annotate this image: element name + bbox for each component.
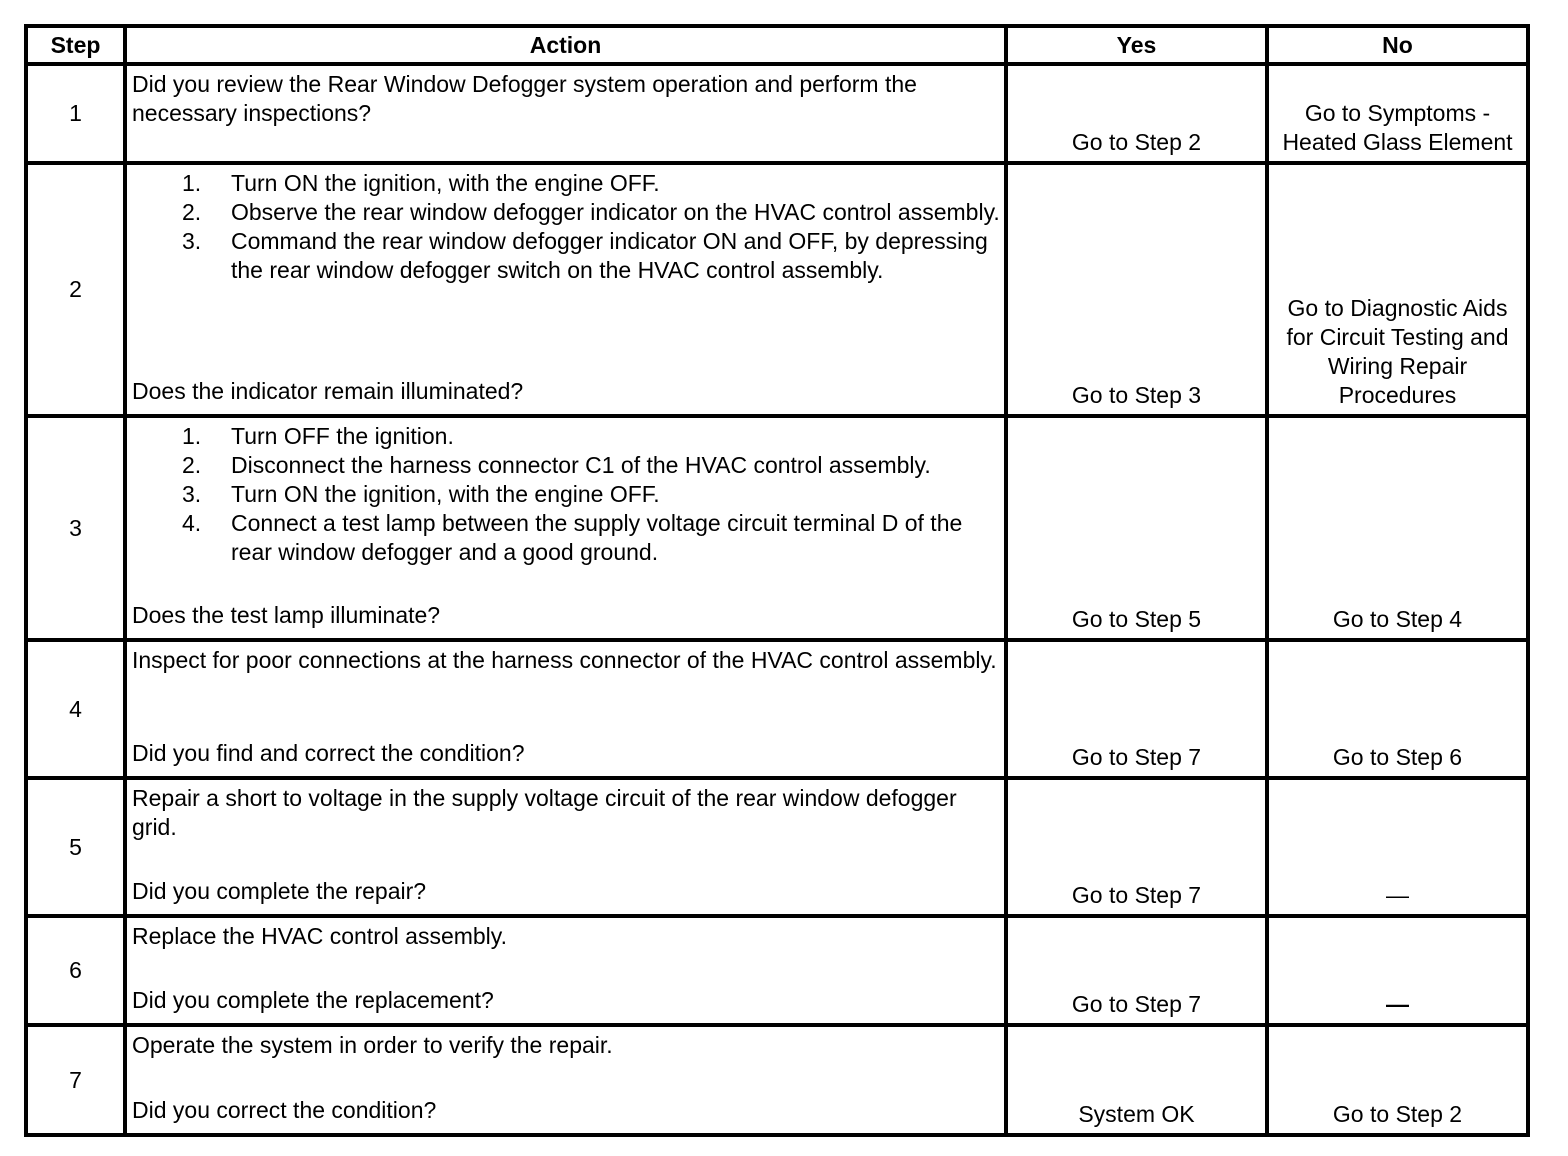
header-no: No bbox=[1267, 26, 1528, 64]
action-intro: Operate the system in order to verify the repair. bbox=[132, 1032, 613, 1058]
list-number: 1. bbox=[182, 170, 202, 196]
list-item bbox=[132, 509, 1000, 567]
diagnostic-table bbox=[24, 24, 1530, 1137]
action-question: Does the indicator remain illuminated? bbox=[132, 378, 524, 404]
list-item bbox=[132, 451, 1000, 480]
no-cell bbox=[1267, 778, 1528, 916]
yes-cell: System OK bbox=[1006, 1025, 1267, 1135]
table-row bbox=[26, 1025, 1528, 1135]
list-item bbox=[132, 480, 1000, 509]
action-cell bbox=[125, 416, 1006, 640]
list-number: 2. bbox=[182, 452, 202, 478]
header-step: Step bbox=[26, 26, 125, 64]
step-number: 6 bbox=[26, 916, 125, 1025]
action-steps-list bbox=[132, 422, 1000, 567]
no-cell: Go to Symptoms - Heated Glass Element bbox=[1267, 64, 1528, 163]
step-number: 2 bbox=[26, 163, 125, 416]
list-text: Connect a test lamp between the supply voltage circuit terminal D of the rear window defogger and a good ground. bbox=[231, 510, 963, 565]
yes-cell: Go to Step 5 bbox=[1006, 416, 1267, 640]
table-row bbox=[26, 640, 1528, 778]
yes-cell: Go to Step 7 bbox=[1006, 778, 1267, 916]
action-question: Did you complete the repair? bbox=[132, 878, 427, 904]
action-question: Did you complete the replacement? bbox=[132, 987, 494, 1013]
action-cell bbox=[125, 640, 1006, 778]
no-dash: — bbox=[1386, 991, 1409, 1017]
no-cell: Go to Step 2 bbox=[1267, 1025, 1528, 1135]
step-number: 7 bbox=[26, 1025, 125, 1135]
list-item bbox=[132, 169, 1000, 198]
table-row bbox=[26, 163, 1528, 416]
list-item bbox=[132, 198, 1000, 227]
table-row bbox=[26, 916, 1528, 1025]
step-number: 5 bbox=[26, 778, 125, 916]
list-number: 3. bbox=[182, 481, 202, 507]
action-question: Did you find and correct the condition? bbox=[132, 740, 525, 766]
list-text: Turn ON the ignition, with the engine OFF. bbox=[231, 170, 660, 196]
table-row bbox=[26, 64, 1528, 163]
action-cell bbox=[125, 916, 1006, 1025]
list-number: 4. bbox=[182, 510, 202, 536]
action-intro: Did you review the Rear Window Defogger system operation and perform the necessary inspections? bbox=[132, 71, 917, 126]
header-yes: Yes bbox=[1006, 26, 1267, 64]
list-item bbox=[132, 227, 1000, 285]
header-row bbox=[26, 26, 1528, 64]
action-intro: Inspect for poor connections at the harness connector of the HVAC control assembly. bbox=[132, 647, 997, 673]
list-item bbox=[132, 422, 1000, 451]
list-number: 2. bbox=[182, 199, 202, 225]
action-question: Did you correct the condition? bbox=[132, 1097, 437, 1123]
list-text: Turn ON the ignition, with the engine OFF. bbox=[231, 481, 660, 507]
no-cell: Go to Diagnostic Aids for Circuit Testing and Wiring Repair Procedures bbox=[1267, 163, 1528, 416]
header-action: Action bbox=[125, 26, 1006, 64]
list-number: 1. bbox=[182, 423, 202, 449]
action-intro: Replace the HVAC control assembly. bbox=[132, 923, 507, 949]
list-text: Disconnect the harness connector C1 of the HVAC control assembly. bbox=[231, 452, 931, 478]
list-text: Turn OFF the ignition. bbox=[231, 423, 454, 449]
yes-cell: Go to Step 3 bbox=[1006, 163, 1267, 416]
action-cell bbox=[125, 64, 1006, 163]
list-text: Observe the rear window defogger indicator on the HVAC control assembly. bbox=[231, 199, 1000, 225]
action-question: Does the test lamp illuminate? bbox=[132, 602, 441, 628]
yes-cell: Go to Step 7 bbox=[1006, 916, 1267, 1025]
step-number: 3 bbox=[26, 416, 125, 640]
table-row bbox=[26, 416, 1528, 640]
action-intro: Repair a short to voltage in the supply voltage circuit of the rear window defogger grid. bbox=[132, 785, 957, 840]
yes-cell: Go to Step 2 bbox=[1006, 64, 1267, 163]
yes-cell: Go to Step 7 bbox=[1006, 640, 1267, 778]
no-cell: Go to Step 4 bbox=[1267, 416, 1528, 640]
no-cell bbox=[1267, 916, 1528, 1025]
action-cell bbox=[125, 163, 1006, 416]
no-dash: — bbox=[1386, 882, 1409, 908]
action-cell bbox=[125, 1025, 1006, 1135]
action-cell bbox=[125, 778, 1006, 916]
action-steps-list bbox=[132, 169, 1000, 285]
list-number: 3. bbox=[182, 228, 202, 254]
table-row bbox=[26, 778, 1528, 916]
no-cell: Go to Step 6 bbox=[1267, 640, 1528, 778]
list-text: Command the rear window defogger indicator ON and OFF, by depressing the rear window defogger switch on the HVAC control assembly. bbox=[231, 228, 988, 283]
step-number: 4 bbox=[26, 640, 125, 778]
step-number: 1 bbox=[26, 64, 125, 163]
